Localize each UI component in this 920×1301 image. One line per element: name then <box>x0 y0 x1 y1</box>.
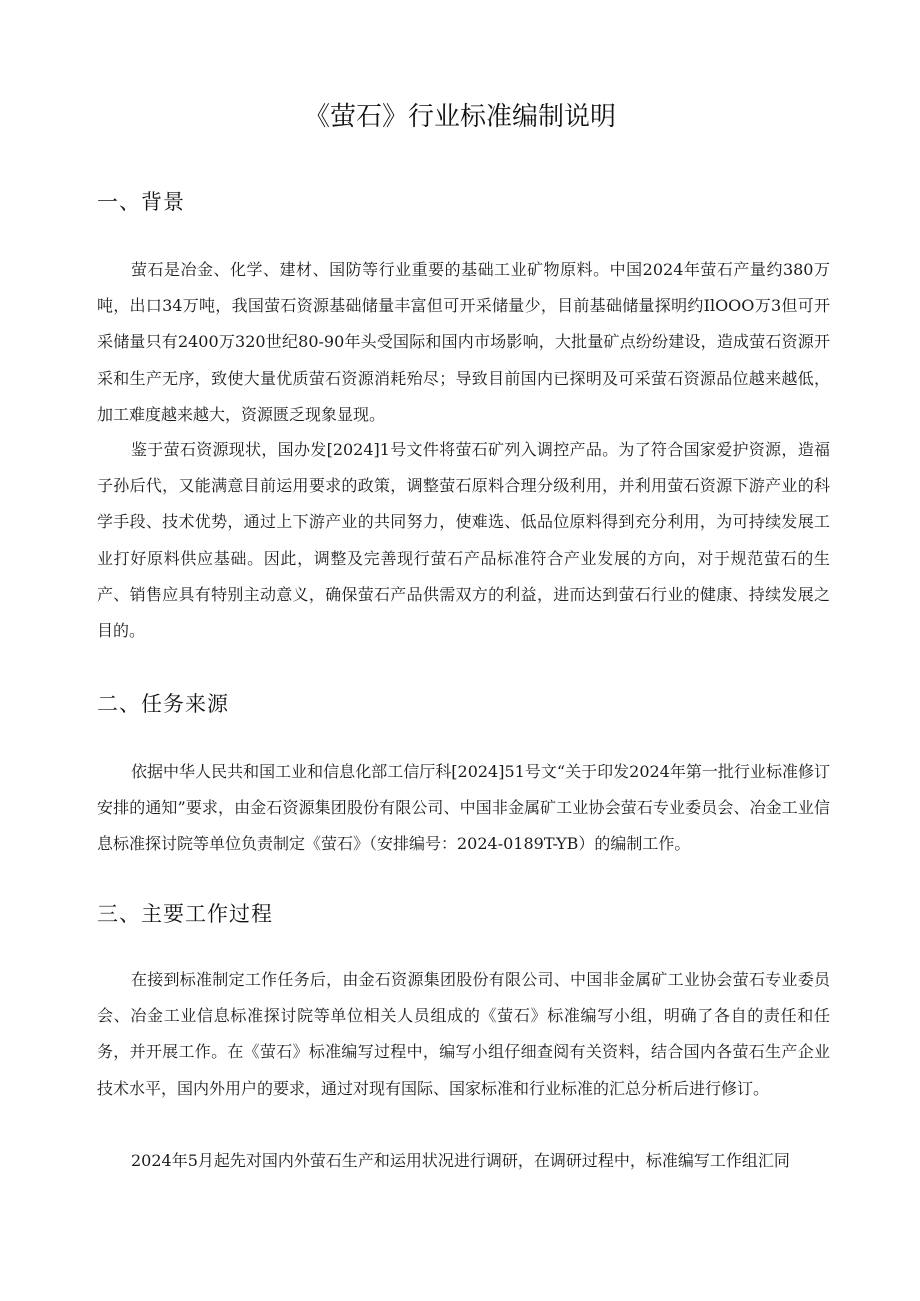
document-title: 《萤石》行业标准编制说明 <box>303 102 616 132</box>
section-heading-work-process: 三、主要工作过程 <box>97 902 273 926</box>
paragraph-work-process-1: 在接到标准制定工作任务后，由金石资源集团股份有限公司、中国非金属矿工业协会萤石专业委员会、冶金工业信息标准探讨院等单位相关人员组成的《萤石》标准编写小组，明确了各自的责任和任务，并开展工作。在《萤石》标准编写过程中，编写小组仔细查阅有关资料，结合国内各萤石生产企业技术水平，国内外用户的要求，通过对现有国际、国家标准和行业标准的汇总分析后进行修订。 <box>97 970 830 1098</box>
paragraph-background-2: 鉴于萤石资源现状，国办发[2024]1号文件将萤石矿列入调控产品。为了符合国家爱护资源，造福子孙后代，又能满意目前运用要求的政策，调整萤石原料合理分级利用，并利用萤石资源下游产业的科学手段、技术优势，通过上下游产业的共同努力，使难选、低品位原料得到充分利用，为可持续发展工业打好原料供应基础。因此，调整及完善现行萤石产品标准符合产业发展的方向，对于规范萤石的生产、销售应具有特别主动意义，确保萤石产品供需双方的利益，进而达到萤石行业的健康、持续发展之目的。 <box>97 440 830 641</box>
section-heading-background: 一、背景 <box>97 190 185 214</box>
paragraph-work-process-2: 2024年5月起先对国内外萤石生产和运用状况进行调研，在调研过程中，标准编写工作组汇同 <box>131 1151 790 1170</box>
section-heading-task-source: 二、任务来源 <box>97 692 229 716</box>
paragraph-task-source: 依据中华人民共和国工业和信息化部工信厅科[2024]51号文“关于印发2024年第一批行业标准修订安排的通知”要求，由金石资源集团股份有限公司、中国非金属矿工业协会萤石专业委员会、冶金工业信息标准探讨院等单位负责制定《萤石》（安排编号：2024-0189T-YB）的编制工作。 <box>97 762 830 854</box>
paragraph-background-1: 萤石是冶金、化学、建材、国防等行业重要的基础工业矿物原料。中国2024年萤石产量约380万吨，出口34万吨，我国萤石资源基础储量丰富但可开采储量少，目前基础储量探明约IlOOO万3但可开采储量只有2400万320世纪80-90年头受国际和国内市场影响，大批量矿点纷纷建设，造成萤石资源开采和生产无序，致使大量优质萤石资源消耗殆尽；导致目前国内已探明及可采萤石资源品位越来越低，加工难度越来越大，资源匮乏现象显现。 <box>97 260 830 424</box>
